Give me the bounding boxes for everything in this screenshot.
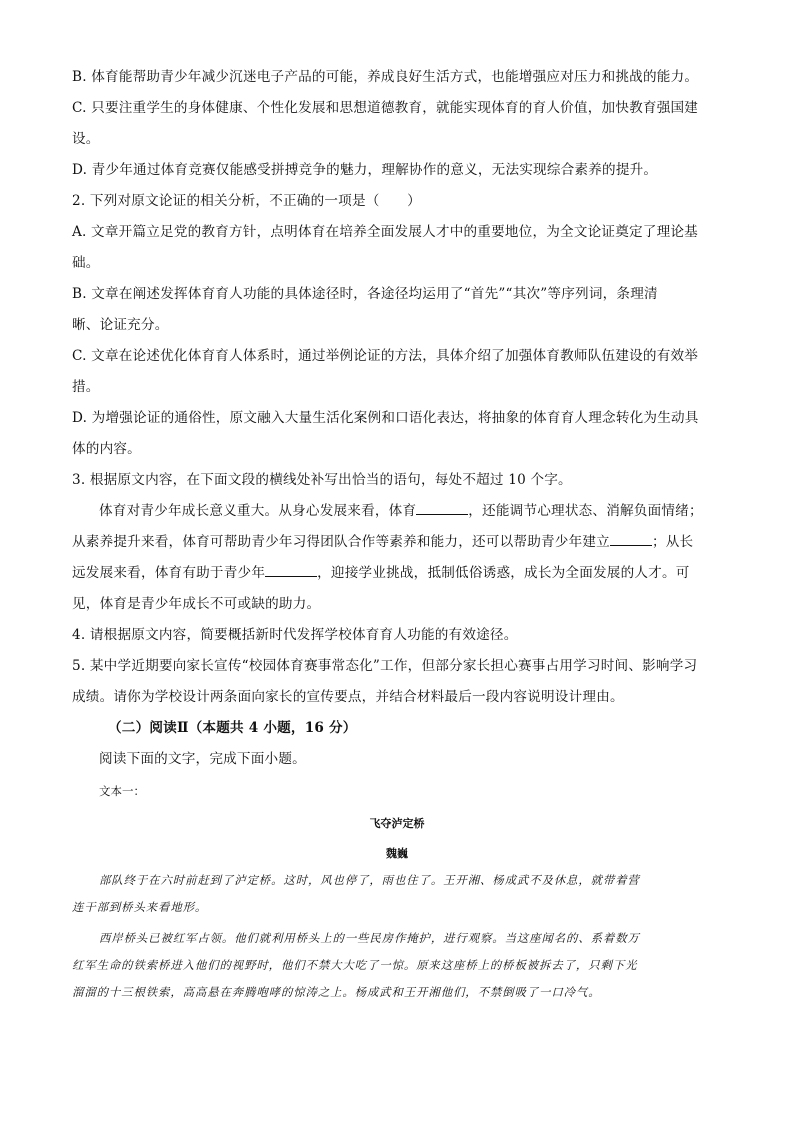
story-author: 魏巍 [386,847,408,860]
question-5 [72,651,722,713]
fill-blank-3[interactable] [265,561,317,577]
story-paragraph-2-line2: 红军生命的铁索桥进入他们的视野时，他们不禁大大吃了一惊。原来这座桥上的桥板被拆去了，只剩下光 [72,958,638,972]
q2-option-b-line2: 晰、论证充分。 [72,317,169,333]
q3-passage-line2 [72,527,722,558]
q3-passage-text: ，还能调节心理状态、消解负面情绪； [468,503,703,519]
q1-option-c-line2: 设。 [72,131,100,147]
q2-option-c-line2: 措。 [72,379,100,395]
q3-passage-text: 远发展来看，体育有助于青少年 [72,565,266,581]
story-title: 飞夺泸定桥 [369,817,425,830]
q2-option-c-line1: C. 文章在论述优化体育育人体系时，通过举例论证的方法，具体介绍了加强体育教师队伍建设的有效举 [72,348,699,364]
story-paragraph-1-line1: 部队终于在六时前赶到了泸定桥。这时，风也停了，雨也住了。王开湘、杨成武不及休息，就带着营 [99,873,640,887]
q1-option-b: B. 体育能帮助青少年减少沉迷电子产品的可能，养成良好生活方式，也能增强应对压力和挑战的能力。 [72,69,699,85]
q2-stem: 2. 下列对原文论证的相关分析，不正确的一项是（ ） [72,193,421,209]
story-paragraph-2-line1: 西岸桥头已被红军占领。他们就利用桥头上的一些民房作掩护，进行观察。当这座闻名的、系着数万 [99,931,640,945]
q2-option-d-line1: D. 为增强论证的通俗性，原文融入大量生活化案例和口语化表达，将抽象的体育育人理念转化为生动具 [72,410,699,426]
story-body [72,867,722,1006]
q2-option-d-line2: 体的内容。 [72,441,141,457]
reading-instruction: 阅读下面的文字，完成下面小题。 [99,751,306,767]
story-paragraph-1-line2: 连干部到桥头来看地形。 [72,900,208,914]
q1-option-d: D. 青少年通过体育竞赛仅能感受拼搏竞争的魅力，理解协作的意义，无法实现综合素养的提升。 [72,162,658,178]
q3-passage-line3 [72,558,722,589]
fill-blank-1[interactable] [416,499,468,515]
q4-stem: 4. 请根据原文内容，简要概括新时代发挥学校体育育人功能的有效途径。 [72,627,518,643]
question-3 [72,465,722,620]
q2-option-a-line1: A. 文章开篇立足党的教育方针，点明体育在培养全面发展人才中的重要地位，为全文论证奠定了理论基 [72,224,698,240]
question-2 [72,186,722,465]
q3-passage-text: ，迎接学业挑战，抵制低俗诱惑，成长为全面发展的人才。可 [317,565,690,581]
q3-passage-text: ；从长 [651,534,694,550]
story-paragraph-2-line3: 溜溜的十三根铁索，高高悬在奔腾咆哮的惊涛之上。杨成武和王开湘他们，不禁倒吸了一口冷气。 [72,985,601,999]
exam-page [72,62,722,1006]
q5-stem-line2: 成绩。请你为学校设计两条面向家长的宣传要点，并结合材料最后一段内容说明设计理由。 [72,689,624,705]
q5-stem-line1: 5. 某中学近期要向家长宣传“校园体育赛事常态化”工作，但部分家长担心赛事占用学习时间、影响学习 [72,658,698,674]
q2-option-b-line1: B. 文章在阐述发挥体育育人功能的具体途径时，各途径均运用了“首先”“其次”等序列词，条理清 [72,286,658,302]
section-heading: （二）阅读Ⅱ（本题共 4 小题，16 分） [108,720,357,736]
q1-option-c-line1: C. 只要注重学生的身体健康、个性化发展和思想道德教育，就能实现体育的育人价值，加快教育强国建 [72,100,699,116]
question-1-options [72,62,722,186]
q3-passage-line1 [72,496,722,527]
text-one-label: 文本一： [99,784,145,798]
q3-stem: 3. 根据原文内容，在下面文段的横线处补写出恰当的语句，每处不超过 10 个字。 [72,472,572,488]
q3-passage-text: 体育对青少年成长意义重大。从身心发展来看，体育 [99,503,417,519]
q3-passage-line4: 见，体育是青少年成长不可或缺的助力。 [72,596,321,612]
q2-option-a-line2: 础。 [72,255,100,271]
q3-passage-text: 从素养提升来看，体育可帮助青少年习得团队合作等素养和能力，还可以帮助青少年建立 [72,534,610,550]
fill-blank-2[interactable] [610,530,652,546]
